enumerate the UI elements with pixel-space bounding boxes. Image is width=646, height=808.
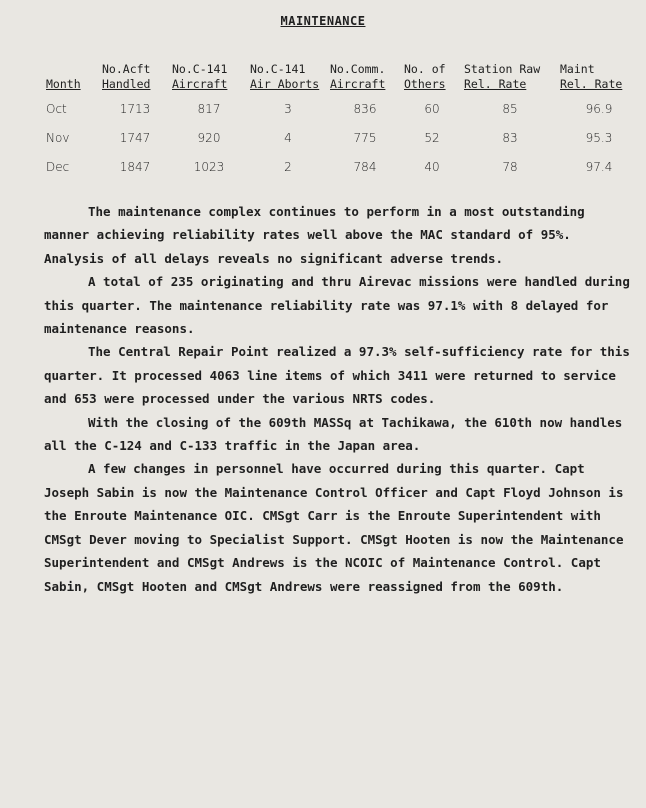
table-cell: 836 [353,101,377,116]
table-cell: 1847 [119,159,151,174]
col-header-others: No. of Others [404,62,446,91]
table-cell: 1713 [119,101,151,116]
table-cell: 83 [502,130,518,145]
maintenance-stats-table [44,62,640,181]
table-cell: 784 [353,159,377,174]
paragraph: The Central Repair Point realized a 97.3% self-sufficiency rate for this quarter. It processed 4063 line items of which 3411 were returned to service and 653 were processed under the various NRTS codes. [44,344,630,407]
body-text [44,200,634,598]
table-row [44,123,640,152]
table-cell: 85 [502,101,518,116]
table-cell: Dec [46,159,70,174]
table-cell: Nov [46,130,70,145]
table-cell: 1023 [193,159,225,174]
table-cell: 97.4 [585,159,613,174]
table-cell: Oct [46,101,67,116]
col-header-month: Month [46,77,81,91]
table-cell: 40 [424,159,440,174]
paragraph: A few changes in personnel have occurred during this quarter. Capt Joseph Sabin is now the Maintenance Control Officer and Capt Floyd Johnson is the Enroute Maintenance OIC. CMSgt Carr is the Enroute Superintendent with CMSgt Dever moving to Specialist Support. CMSgt Hooten is now the Maintenance Superintendent and CMSgt Andrews is the NCOIC of Maintenance Control. Capt Sabin, CMSgt Hooten and CMSgt Andrews were reassigned from the 609th. [44,461,624,594]
table-cell: 60 [424,101,440,116]
table-cell: 95.3 [585,130,613,145]
col-header-acft-handled: No.Acft Handled [102,62,151,91]
paragraph: The maintenance complex continues to perform in a most outstanding manner achieving reliability rates well above the MAC standard of 95%. Analysis of all delays reveals no significant adverse trends. [44,204,585,266]
table-cell: 4 [284,130,292,145]
col-header-c141-aircraft: No.C-141 Aircraft [172,62,228,91]
table-header-row [44,62,640,94]
col-header-station-raw-rate: Station Raw Rel. Rate [464,62,541,91]
table-cell: 52 [424,130,440,145]
table-cell: 1747 [119,130,151,145]
table-cell: 775 [353,130,377,145]
col-header-maint-rate: Maint Rel. Rate [560,62,623,91]
col-header-comm-aircraft: No.Comm. Aircraft [330,62,386,91]
table-cell: 817 [197,101,221,116]
col-header-c141-air-aborts: No.C-141 Air Aborts [250,62,320,91]
table-cell: 96.9 [585,101,613,116]
table-cell: 920 [197,130,221,145]
table-row [44,94,640,123]
table-row [44,152,640,181]
paragraph: With the closing of the 609th MASSq at Tachikawa, the 610th now handles all the C-124 and C-133 traffic in the Japan area. [44,414,623,454]
table-cell: 78 [502,159,518,174]
table-cell: 3 [284,101,292,116]
paragraph: A total of 235 originating and thru Airevac missions were handled during this quarter. The maintenance reliability rate was 97.1% with 8 delayed for maintenance reasons. [44,274,630,337]
page-title: MAINTENANCE [280,14,366,28]
table-cell: 2 [284,159,292,174]
